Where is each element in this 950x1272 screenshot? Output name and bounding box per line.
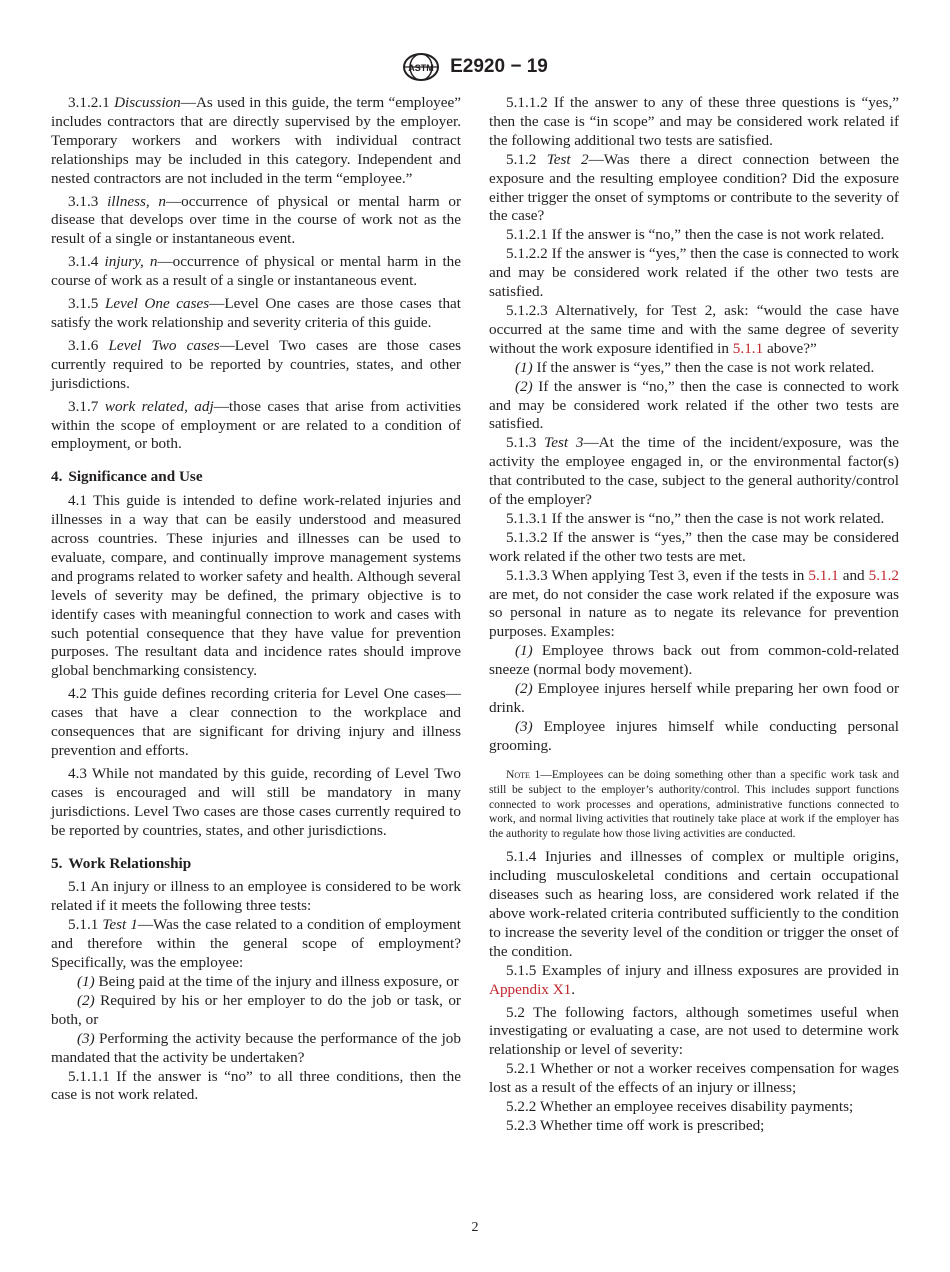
para-5-1-3-1: 5.1.3.1 If the answer is “no,” then the case is not work related. [506, 509, 885, 527]
para-3-1-7: 3.1.7 work related, adj—those cases that arise from activities within the scope of employment or are related to a condition of employment, or both. [51, 397, 461, 453]
para-4-3: 4.3 While not mandated by this guide, recording of Level Two cases is encouraged and will still be mandatory in many jurisdictions. Level Two cases are those cases currently required to be reported by countries, states, and other jurisdictions. [51, 764, 461, 839]
para-3-1-4: 3.1.4 injury, n—occurrence of physical or mental harm in the course of work as a result of a single or instantaneous event. [51, 253, 462, 290]
para-5-1-2-2: 5.1.2.2 If the answer is “yes,” then the case is connected to work and may be considered work related if the other two tests are satisfied. [489, 245, 899, 301]
para-5-1-4: 5.1.4 Injuries and illnesses of complex or multiple origins, including musculoskeletal conditions and certain occupational diseases such as hearing loss, are considered work related if the above work-related criteria contributed sufficiently to the condition to increase the severity level of the condition or trigger the onset of the condition. [489, 848, 899, 960]
para-5-1-3: 5.1.3 Test 3—At the time of the incident/exposure, was the activity the employee engaged in, or the environmental factor(s) that contributed to the case, subject to the general authority/control of the employer? [489, 434, 899, 509]
astm-logo [402, 52, 440, 82]
para-5-1: 5.1 An injury or illness to an employee is considered to be work related if it meets the following three tests: [51, 878, 461, 915]
test1-item-2: (2) Required by his or her employer to do the job or task, or both, or [51, 991, 461, 1028]
para-5-1-2-3: 5.1.2.3 Alternatively, for Test 2, ask: “would the case have occurred at the same time and with the same degree of severity without the work exposure identified in 5.1.1 above?” [489, 301, 899, 357]
para-5-1-2-1: 5.1.2.1 If the answer is “no,” then the case is not work related. [506, 226, 885, 244]
section-5-heading: 5. Work Relationship [51, 854, 192, 872]
link-5-1-2[interactable]: 5.1.2 [868, 566, 900, 584]
para-3-1-2-1: 3.1.2.1 Discussion—As used in this guide, the term “employee” includes contractors that are directly supervised by the employer. Temporary workers and workers with individual contract relationships may be included in this category. Independent and nested contractors are not included in the term “employee.” [51, 94, 462, 187]
page-number: 2 [471, 1220, 479, 1235]
right-column [489, 94, 899, 1136]
section-4-heading: 4. Significance and Use [51, 468, 203, 486]
example-2: (2) Employee injures herself while preparing her own food or drink. [489, 680, 899, 716]
left-column [51, 94, 461, 1105]
para-5-1-1: 5.1.1 Test 1—Was the case related to a condition of employment and therefore within the general scope of employment? Specifically, was the employee: [51, 916, 461, 972]
link-5-1-1[interactable]: 5.1.1 [808, 566, 839, 584]
test1-item-3: (3) Performing the activity because the performance of the job mandated that the activity be undertaken? [51, 1029, 461, 1066]
note-1: Note 1—Employees can be doing something other than a specific work task and still be subject to the employer’s authority/control. This includes support functions connected to work processes and operations, administrative functions connected to work, and normal living activities that routinely take place at work if the employer has the authority to regulate how those living activities are conducted. [489, 767, 899, 841]
test1-item-1: (1) Being paid at the time of the injury and illness exposure, or [77, 972, 459, 990]
example-3: (3) Employee injures himself while conducting personal grooming. [489, 717, 899, 754]
para-5-1-1-2: 5.1.1.2 If the answer to any of these three questions is “yes,” then the case is “in scope” and may be considered work related if the following additional two tests are satisfied. [489, 94, 899, 149]
para-5-2-3: 5.2.3 Whether time off work is prescribed; [506, 1116, 765, 1134]
para-4-2: 4.2 This guide defines recording criteria for Level One cases—cases that have a clear connection to the workplace and consequences that are significant for driving injury and illness prevention and efforts. [51, 685, 461, 759]
para-3-1-3: 3.1.3 illness, n—occurrence of physical or mental harm or disease that develops over time in the course of work not as the result of a single or instantaneous event. [51, 192, 462, 248]
link-appendix-x1[interactable]: Appendix X1 [489, 980, 572, 998]
test2-alt-2: (2) If the answer is “no,” then the case is connected to work and may be considered work related if the other two tests are satisfied. [489, 377, 899, 433]
astm-logo-text: ASTM [408, 63, 434, 73]
para-5-1-3-2: 5.1.3.2 If the answer is “yes,” then the case may be considered work related if the other two tests are met. [489, 528, 899, 565]
para-5-1-1-1: 5.1.1.1 If the answer is “no” to all three conditions, then the case is not work related. [51, 1067, 461, 1104]
para-5-1-2: 5.1.2 Test 2—Was there a direct connection between the exposure and the resulting employee condition? Did the exposure either trigger the onset of symptoms or contribute to the severity of the case? [489, 150, 899, 225]
para-3-1-5: 3.1.5 Level One cases—Level One cases are those cases that satisfy the work relationship and severity criteria of this guide. [51, 295, 461, 331]
page-header [0, 52, 950, 82]
standard-designation: E2920 − 19 [450, 56, 548, 77]
para-4-1: 4.1 This guide is intended to define work-related injuries and illnesses in a way that can be easily understood and measured across countries. These injuries and illnesses can be used to evaluate, compare, and continually improve management systems and programs related to worker safety and health. Although several levels of severity may be defined, the primary objective is to identify cases with meaningful connection to work and cases with such potential consequence that they have value for prevention purposes. The resultant data and incidence rates should improve global benchmarking consistency. [51, 492, 461, 680]
para-3-1-6: 3.1.6 Level Two cases—Level Two cases are those cases currently required to be reported by countries, states, and other jurisdictions. [51, 336, 462, 392]
link-5-1-1[interactable]: 5.1.1 [732, 339, 764, 357]
example-1: (1) Employee throws back out from common-cold-related sneeze (normal body movement). [489, 642, 899, 679]
para-5-2-2: 5.2.2 Whether an employee receives disability payments; [506, 1098, 854, 1116]
para-5-1-5: 5.1.5 Examples of injury and illness exposures are provided in Appendix X1. [489, 961, 899, 998]
para-5-1-3-3: 5.1.3.3 When applying Test 3, even if the tests in 5.1.1 and 5.1.2 are met, do not consider the case work related if the exposure was so personal in nature as to negate its relevance for prevention purposes. Examples: [489, 566, 900, 641]
para-5-2: 5.2 The following factors, although sometimes useful when investigating or evaluating a case, are not used to determine work relationship or level of severity: [489, 1003, 899, 1059]
para-5-2-1: 5.2.1 Whether or not a worker receives compensation for wages lost as a result of the effects of an injury or illness; [489, 1060, 899, 1097]
test2-alt-1: (1) If the answer is “yes,” then the case is not work related. [515, 358, 875, 376]
